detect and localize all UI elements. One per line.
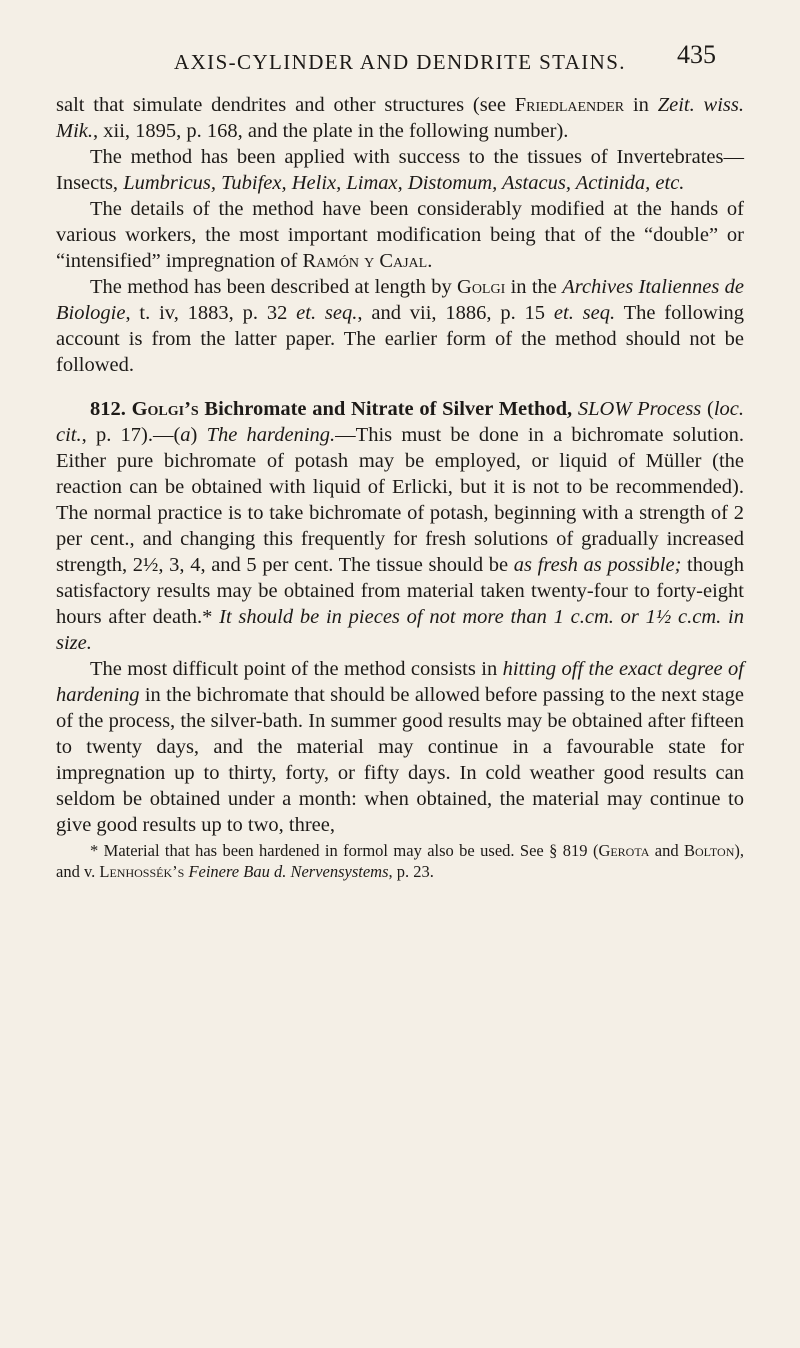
paragraph-invertebrates: The method has been applied with success to the tissues of Invertebrates—Insects, Lumbricus, Tubifex, Helix, Limax, Distomum, Astacus, Actinida, etc. — [56, 146, 744, 194]
section-number: 812. — [90, 398, 126, 420]
paragraph-references: The method has been described at length by Golgi in the Archives Italiennes de Biologie, t. iv, 1883, p. 32 et. seq., and vii, 1886, p. 15 et. seq. The following account is from the latter paper. The earlier form of the method should not be followed. — [56, 276, 745, 376]
section-812: 812. Golgi’s Bichromate and Nitrate of Silver Method, SLOW Process (loc. cit., p. 17).—(a) The hardening.—This must be done in a bichromate solution. Either pure bichromate of potash may be employed, or liquid of Müller (the reaction can be obtained with liquid of Erlicki, but it is not to be recommended). The normal practice is to take bichromate of potash, beginning with a strength of 2 per cent., and changing this frequently for fresh solutions of gradually increased strength, 2½, 3, 4, and 5 per cent. The tissue should be as fresh as possible; though satisfactory results may be obtained from material taken twenty-four to forty-eight hours after death.* It should be in pieces of not more than 1 c.cm. or 1½ c.cm. in size. — [56, 398, 745, 654]
author-name: Golgi — [457, 276, 506, 298]
work-title: Feinere Bau d. Nervensystems — [188, 862, 389, 881]
paragraph-continuation: salt that simulate dendrites and other structures (see Friedlaender in Zeit. wiss. Mik., xii, 1895, p. 168, and the plate in the following number). — [56, 94, 744, 142]
running-head: AXIS-CYLINDER AND DENDRITE STAINS. — [174, 50, 626, 74]
journal-title: Archives Italiennes de Biologie — [56, 276, 745, 324]
body-text — [56, 92, 744, 882]
author-name: Gerota — [598, 841, 650, 860]
author-name: Bolton — [684, 841, 735, 860]
taxa-list: Lumbricus, Tubifex, Helix, Limax, Distomum, Astacus, Actinida, etc. — [123, 172, 685, 194]
section-author: Golgi’s — [131, 398, 199, 420]
paragraph-modifications: The details of the method have been considerably modified at the hands of various workers, the most important modification being that of the “double” or “intensified” impregnation of Ramón y Cajal. — [56, 198, 744, 272]
subheading-hardening: The hardening. — [206, 424, 336, 446]
author-name: Lenhossék’s — [99, 862, 185, 881]
footnote: * Material that has been hardened in formol may also be used. See § 819 (Gerota and Bolton), and v. Lenhossék’s Feinere Bau d. Nervensystems, p. 23. — [56, 841, 744, 881]
section-title: Bichromate and Nitrate of Silver Method, — [198, 398, 578, 420]
author-name: Ramón y Cajal — [302, 250, 428, 272]
journal-title: Zeit. wiss. Mik. — [56, 94, 744, 142]
author-name: Friedlaender — [514, 94, 625, 116]
page-number: 435 — [677, 40, 716, 69]
paragraph-hardening-degree: The most difficult point of the method consists in hitting off the exact degree of hardening in the bichromate that should be allowed before passing to the next stage of the process, the silver-bath. In summer good results may be obtained after fifteen to twenty days, and the material may continue in a favourable state for impregnation up to thirty, forty, or fifty days. In cold weather good results can seldom be obtained under a month: when obtained, the material may continue to give good results up to two, three, — [56, 658, 744, 836]
